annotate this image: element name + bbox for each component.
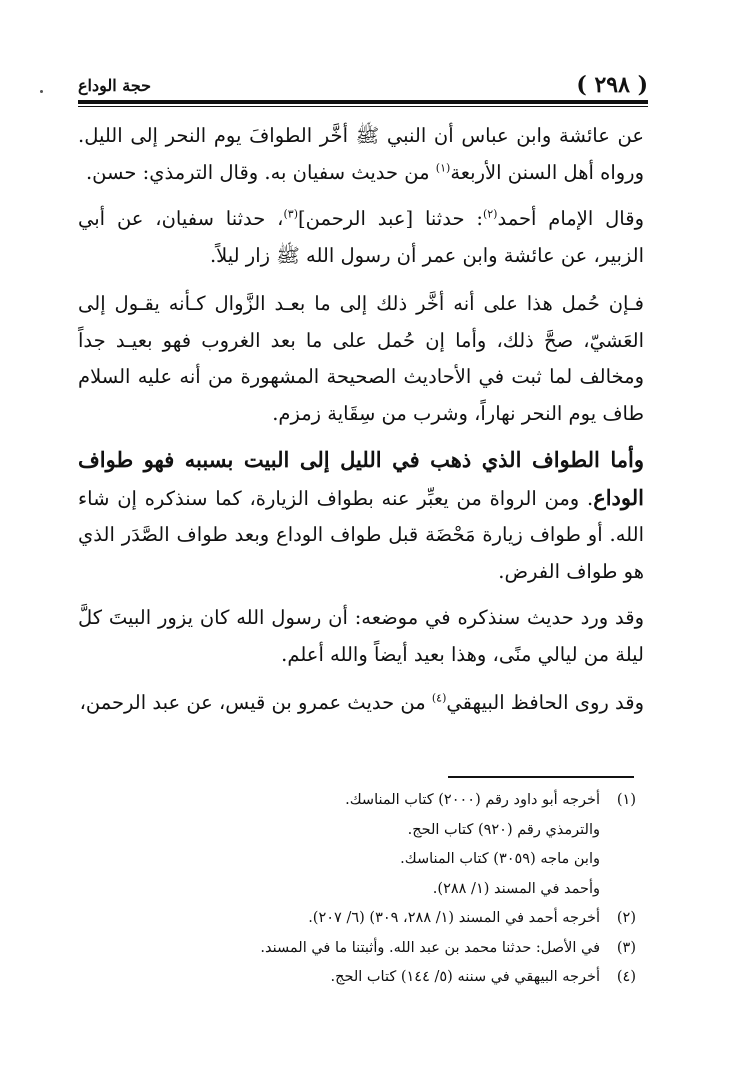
- page-header: [78, 70, 648, 100]
- paragraph-4-bold: وأما الطواف الذي ذهب في الليل إلى البيت بسببه فهو طواف الوداع: [78, 447, 644, 510]
- footnote-number: [600, 816, 636, 846]
- footnote-ref-1: (١): [435, 161, 451, 174]
- footnote-text: أخرجه أبو داود رقم (٢٠٠٠) كتاب المناسك.: [345, 792, 600, 808]
- footnote-text: والترمذي رقم (٩٢٠) كتاب الحج.: [407, 821, 600, 838]
- paragraph-2-text-b: : حدثنا [عبد الرحمن]: [298, 207, 483, 230]
- footnote-ref-2: (٢): [482, 207, 498, 221]
- footnote-text: وابن ماجه (٣٠٥٩) كتاب المناسك.: [400, 851, 600, 867]
- paragraph-1-text-b: من حديث سفيان به. وقال الترمذي: حسن.: [85, 160, 436, 184]
- footnote-number: (٣): [616, 939, 636, 956]
- main-text: [78, 118, 644, 732]
- paragraph-2-text-a: وقال الإمام أحمد: [497, 207, 644, 230]
- paragraph-5: وقد ورد حديث سنذكره في موضعه: أن رسول الله كان يزور البيتَ كلَّ ليلة من ليالي منًى، وهذا بعيد أيضاً والله أعلم.: [78, 606, 644, 666]
- paragraph-3: فـإن حُمل هذا على أنه أخَّر ذلك إلى ما بعـد الزَّوال كـأنه يقـول إلى العَشيّ، صحَّ ذلك، وأما إن حُمل على ما بعد الغروب فهو بعيـد جداً ومخالف لما ثبت في الأحاديث الصحيحة المشهورة من أنه عليه السلام طاف يوم النحر نهاراً، وشرب من سِقَاية زمزم.: [78, 292, 644, 425]
- footnote-ref-3: (٣): [283, 207, 298, 221]
- footnote-text: وأحمد في المسند (١/ ٢٨٨).: [432, 880, 600, 897]
- paragraph-6: [78, 685, 644, 722]
- paragraph-6-text-b: من حديث عمرو بن قيس، عن عبد الرحمن،: [79, 691, 432, 714]
- footnote-line: [90, 816, 636, 846]
- paragraph-2-text-c: ، حدثنا سفيان، عن أبي الزبير، عن عائشة وابن عمر أن رسول الله ﷺ زار ليلاً.: [78, 207, 644, 267]
- footnotes: [90, 786, 636, 993]
- footnote-text: أخرجه أحمد في المسند (١/ ٢٨٨، ٣٠٩) (٦/ ٢٠٧).: [308, 910, 600, 926]
- paragraph-1-text-a: عن عائشة وابن عباس أن النبي ﷺ أخَّر الطوافَ يوم النحر إلى الليل. ورواه أهل السنن الأربعة: [78, 124, 644, 184]
- header-rule-thin: [78, 106, 648, 107]
- footnote-number: (٢): [616, 910, 636, 926]
- stray-ink-mark: [40, 90, 43, 93]
- footnote-number: [600, 845, 636, 875]
- page-number: ( ٢٩٨ ): [576, 72, 648, 98]
- footnote-line: [90, 934, 636, 964]
- footnote-line: [90, 904, 636, 934]
- footnote-text: أخرجه البيهقي في سننه (٥/ ١٤٤) كتاب الحج.: [330, 969, 600, 985]
- paragraph-4: [78, 442, 644, 590]
- paragraph-4-rest: . ومن الرواة من يعبِّر عنه بطواف الزيارة، كما سنذكره إن شاء الله. أو طواف زيارة مَحْضَة قبل طواف الوداع وبعد طواف الصَّدَر الذي هو طواف الفرض.: [78, 486, 644, 583]
- paragraph-1: [78, 118, 644, 191]
- footnote-number: (٤): [616, 969, 636, 985]
- footnote-text: في الأصل: حدثنا محمد بن عبد الله. وأثبتنا ما في المسند.: [260, 939, 600, 956]
- footnote-line: [90, 845, 636, 875]
- footnote-line: [90, 786, 636, 816]
- footnote-separator: [448, 776, 634, 778]
- paragraph-6-text-a: وقد روى الحافظ البيهقي: [446, 691, 644, 714]
- footnote-line: [90, 875, 636, 905]
- paragraph-2: [78, 201, 644, 274]
- footnote-ref-4: (٤): [431, 691, 447, 705]
- footnote-number: (١): [616, 792, 636, 808]
- footnote-number: [600, 875, 636, 905]
- header-rule: [78, 100, 648, 104]
- running-title: حجة الوداع: [78, 76, 152, 95]
- footnote-line: [90, 963, 636, 993]
